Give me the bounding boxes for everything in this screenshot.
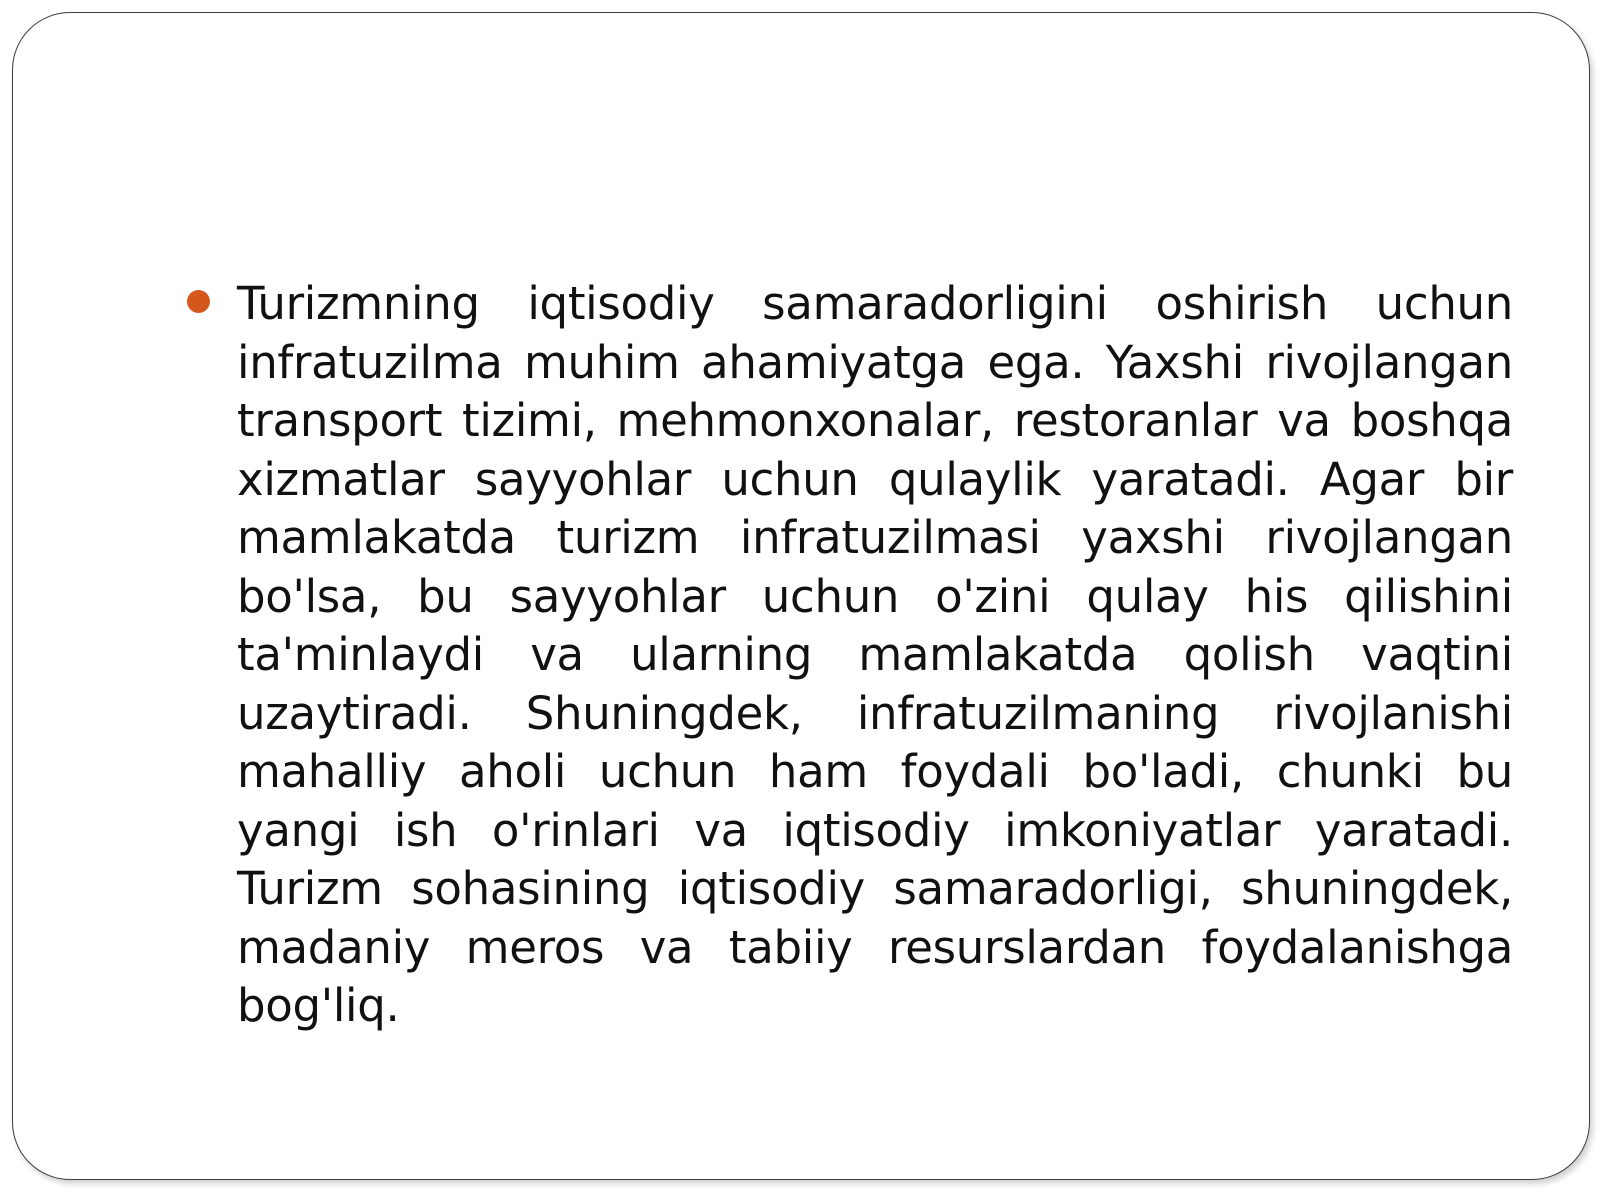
bullet-dot-icon — [187, 290, 210, 313]
bullet-list-item — [185, 275, 1515, 1036]
bullet-paragraph: Turizmning iqtisodiy samaradorligini oshirish uchun infratuzilma muhim ahamiyatga ega. Yaxshi rivojlangan transport tizimi, mehmonxonalar, restoranlar va boshqa xizmatlar sayyohlar uchun qulaylik yaratadi. Agar bir mamlakatda turizm infratuzilmasi yaxshi rivojlangan bo'lsa, bu sayyohlar uchun o'zini qulay his qilishini ta'minlaydi va ularning mamlakatda qolish vaqtini uzaytiradi. Shuningdek, infratuzilmaning rivojlanishi mahalliy aholi uchun ham foydali bo'ladi, chunki bu yangi ish o'rinlari va iqtisodiy imkoniyatlar yaratadi. Turizm sohasining iqtisodiy samaradorligi, shuningdek, madaniy meros va tabiiy resurslardan foydalanishga bog'liq. — [237, 277, 1513, 1032]
slide — [12, 12, 1590, 1180]
